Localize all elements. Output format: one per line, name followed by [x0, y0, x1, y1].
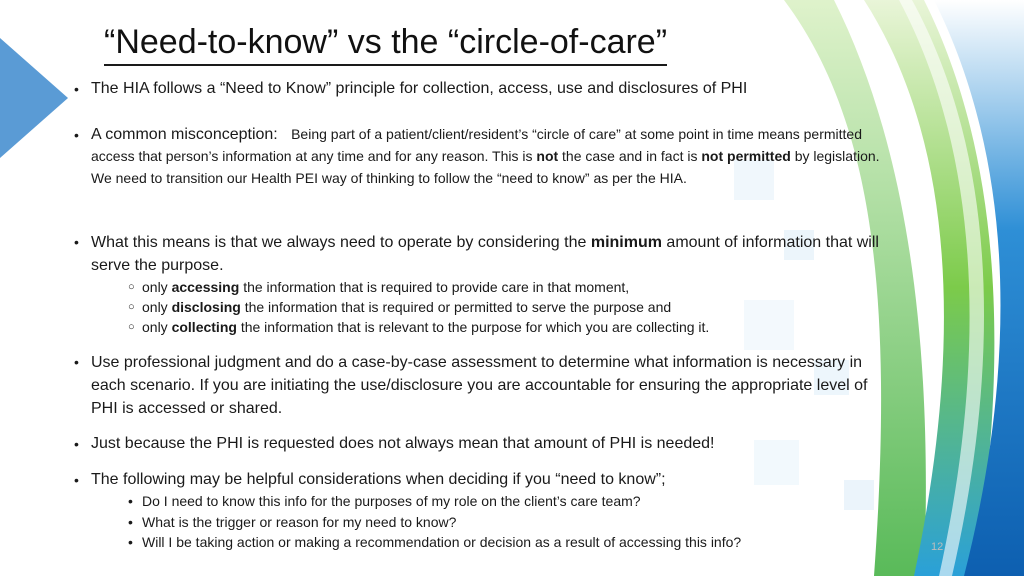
page-number: 12 [931, 541, 944, 553]
bullet-phi-requested: • Just because the PHI is requested does not always mean that amount of PHI is needed! [74, 433, 714, 455]
bullet-dot: • [74, 436, 79, 452]
bullet-considerations: • The following may be helpful considerations when deciding if you “need to know”; [74, 469, 666, 491]
circle-bullet-icon: ○ [128, 301, 135, 313]
consideration-item-trigger: • What is the trigger or reason for my need to know? [128, 514, 457, 530]
bullet-hia-principle: • The HIA follows a “Need to Know” principle for collection, access, use and disclosures of PHI [74, 78, 747, 100]
slide-title: “Need-to-know” vs the “circle-of-care” [104, 20, 667, 66]
bullet-dot: • [128, 493, 133, 509]
bullet-dot: • [74, 81, 79, 97]
consideration-item-role: • Do I need to know this info for the purposes of my role on the client’s care team? [128, 493, 641, 509]
circle-bullet-icon: ○ [128, 321, 135, 333]
bullet-minimum-amount: • What this means is that we always need to operate by considering the minimum amount of information that will serve the purpose. [74, 231, 894, 277]
misconception-text: Being part of a patient/client/resident’s “circle of care” at some point in time means permitted access that person’s information at any time and for any reason. This is not the case and in fact is not permitted by legislation. We need to transition our Health PEI way of thinking to follow the “need to know” as per the HIA. [91, 126, 880, 186]
circle-bullet-icon: ○ [128, 281, 135, 293]
misconception-lead: A common misconception: [91, 126, 278, 143]
sub-item-accessing: ○ only accessing the information that is required to provide care in that moment, [128, 279, 630, 295]
bullet-dot: • [74, 234, 79, 250]
bullet-professional-judgment: • Use professional judgment and do a case-by-case assessment to determine what information is necessary in each scenario. If you are initiating the use/disclosure you are accountable for ensuring the appropriate level of PHI is accessed or shared. [74, 351, 881, 420]
decorative-ribbon-graphic [724, 0, 1024, 576]
sub-item-collecting: ○ only collecting the information that is relevant to the purpose for which you are collecting it. [128, 319, 710, 335]
bullet-misconception [74, 124, 894, 190]
left-arrow-decoration [0, 0, 70, 160]
bullet-dot: • [74, 354, 79, 370]
bullet-dot: • [74, 472, 79, 488]
consideration-item-action: • Will I be taking action or making a recommendation or decision as a result of accessing this info? [128, 534, 742, 550]
bullet-dot: • [128, 534, 133, 550]
bullet-dot: • [128, 514, 133, 530]
bullet-dot: • [74, 127, 79, 143]
sub-item-disclosing: ○ only disclosing the information that is required or permitted to serve the purpose and [128, 299, 672, 315]
